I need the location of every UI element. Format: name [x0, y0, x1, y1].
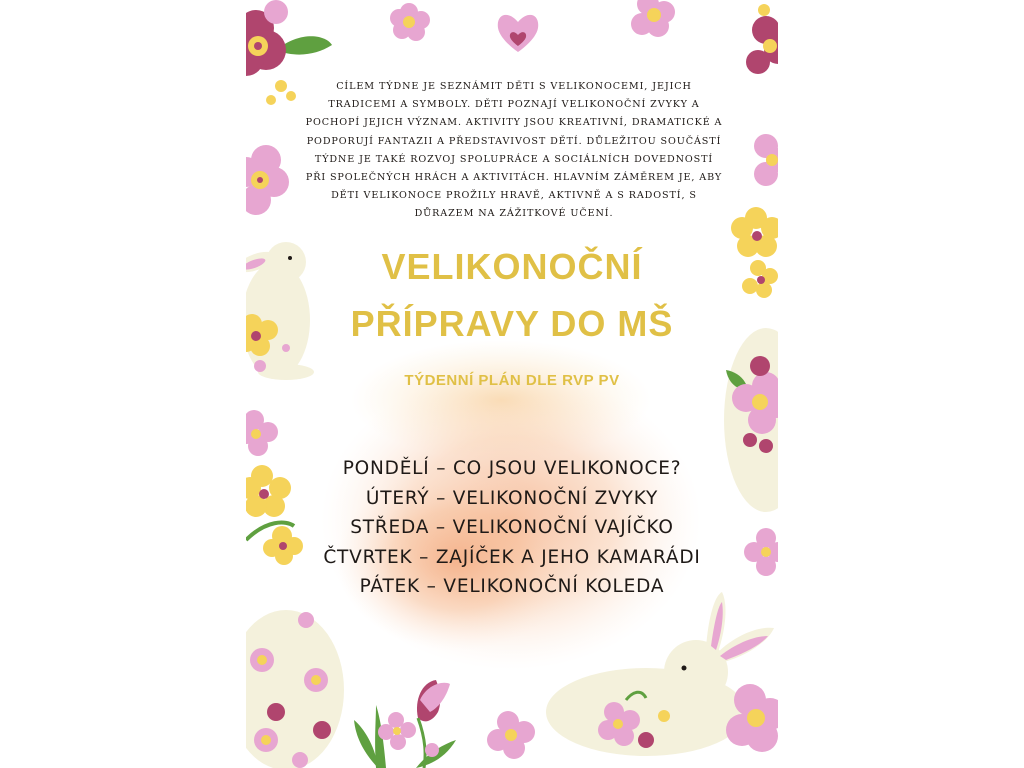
poster-page [246, 0, 778, 768]
tulip-icon [354, 680, 535, 768]
flower-left-3-icon [246, 410, 278, 456]
plan-day-thursday: ČTVRTEK – ZAJÍČEK A JEHO KAMARÁDI [323, 546, 701, 568]
easter-egg-left-icon [246, 610, 344, 768]
flower-top-center-icon [390, 3, 430, 41]
intro-paragraph: CÍLEM TÝDNE JE SEZNÁMIT DĚTI S VELIKONOCEMI, JEJICH TRADICEMI A SYMBOLY. DĚTI POZNAJÍ VELIKONOČNÍ ZVYKY A POCHOPÍ JEJICH VÝZNAM. AKTIVITY JSOU KREATIVNÍ, DRAMATICKÉ A PODPORUJÍ FANTAZII A PŘEDSTAVIVOST DĚTÍ. DŮLEŽITOU SOUČÁSTÍ TÝDNE JE TAKÉ ROZVOJ SPOLUPRÁCE A SOCIÁLNÍCH DOVEDNOSTÍ PŘI SPOLEČNÝCH HRÁCH A AKTIVITÁCH. HLAVNÍM ZÁMĚREM JE, ABY DĚTI VELIKONOCE PROŽILY HRAVĚ, AKTIVNĚ A S RADOSTÍ, S DŮRAZEM NA ZÁŽITKOVÉ UČENÍ. [305, 81, 723, 220]
poster-title-line-2: PŘÍPRAVY DO MŠ [350, 303, 674, 344]
weekly-plan-list [246, 454, 778, 602]
flower-right-1-icon [754, 134, 778, 186]
plan-day-monday: PONDĚLÍ – CO JSOU VELIKONOCE? [342, 458, 682, 479]
poster-title-line-1: VELIKONOČNÍ [381, 246, 643, 287]
flower-top-right-pink-icon [631, 0, 675, 37]
plan-day-tuesday: ÚTERÝ – VELIKONOČNÍ ZVYKY [365, 487, 659, 509]
poster-subtitle: TÝDENNÍ PLÁN DLE RVP PV [404, 372, 620, 389]
flower-left-1-icon [246, 145, 289, 215]
plan-day-wednesday: STŘEDA – VELIKONOČNÍ VAJÍČKO [350, 517, 674, 538]
heart-icon [498, 15, 538, 52]
flower-top-right-magenta-icon [746, 4, 778, 74]
plan-day-friday: PÁTEK – VELIKONOČNÍ KOLEDA [359, 576, 665, 597]
